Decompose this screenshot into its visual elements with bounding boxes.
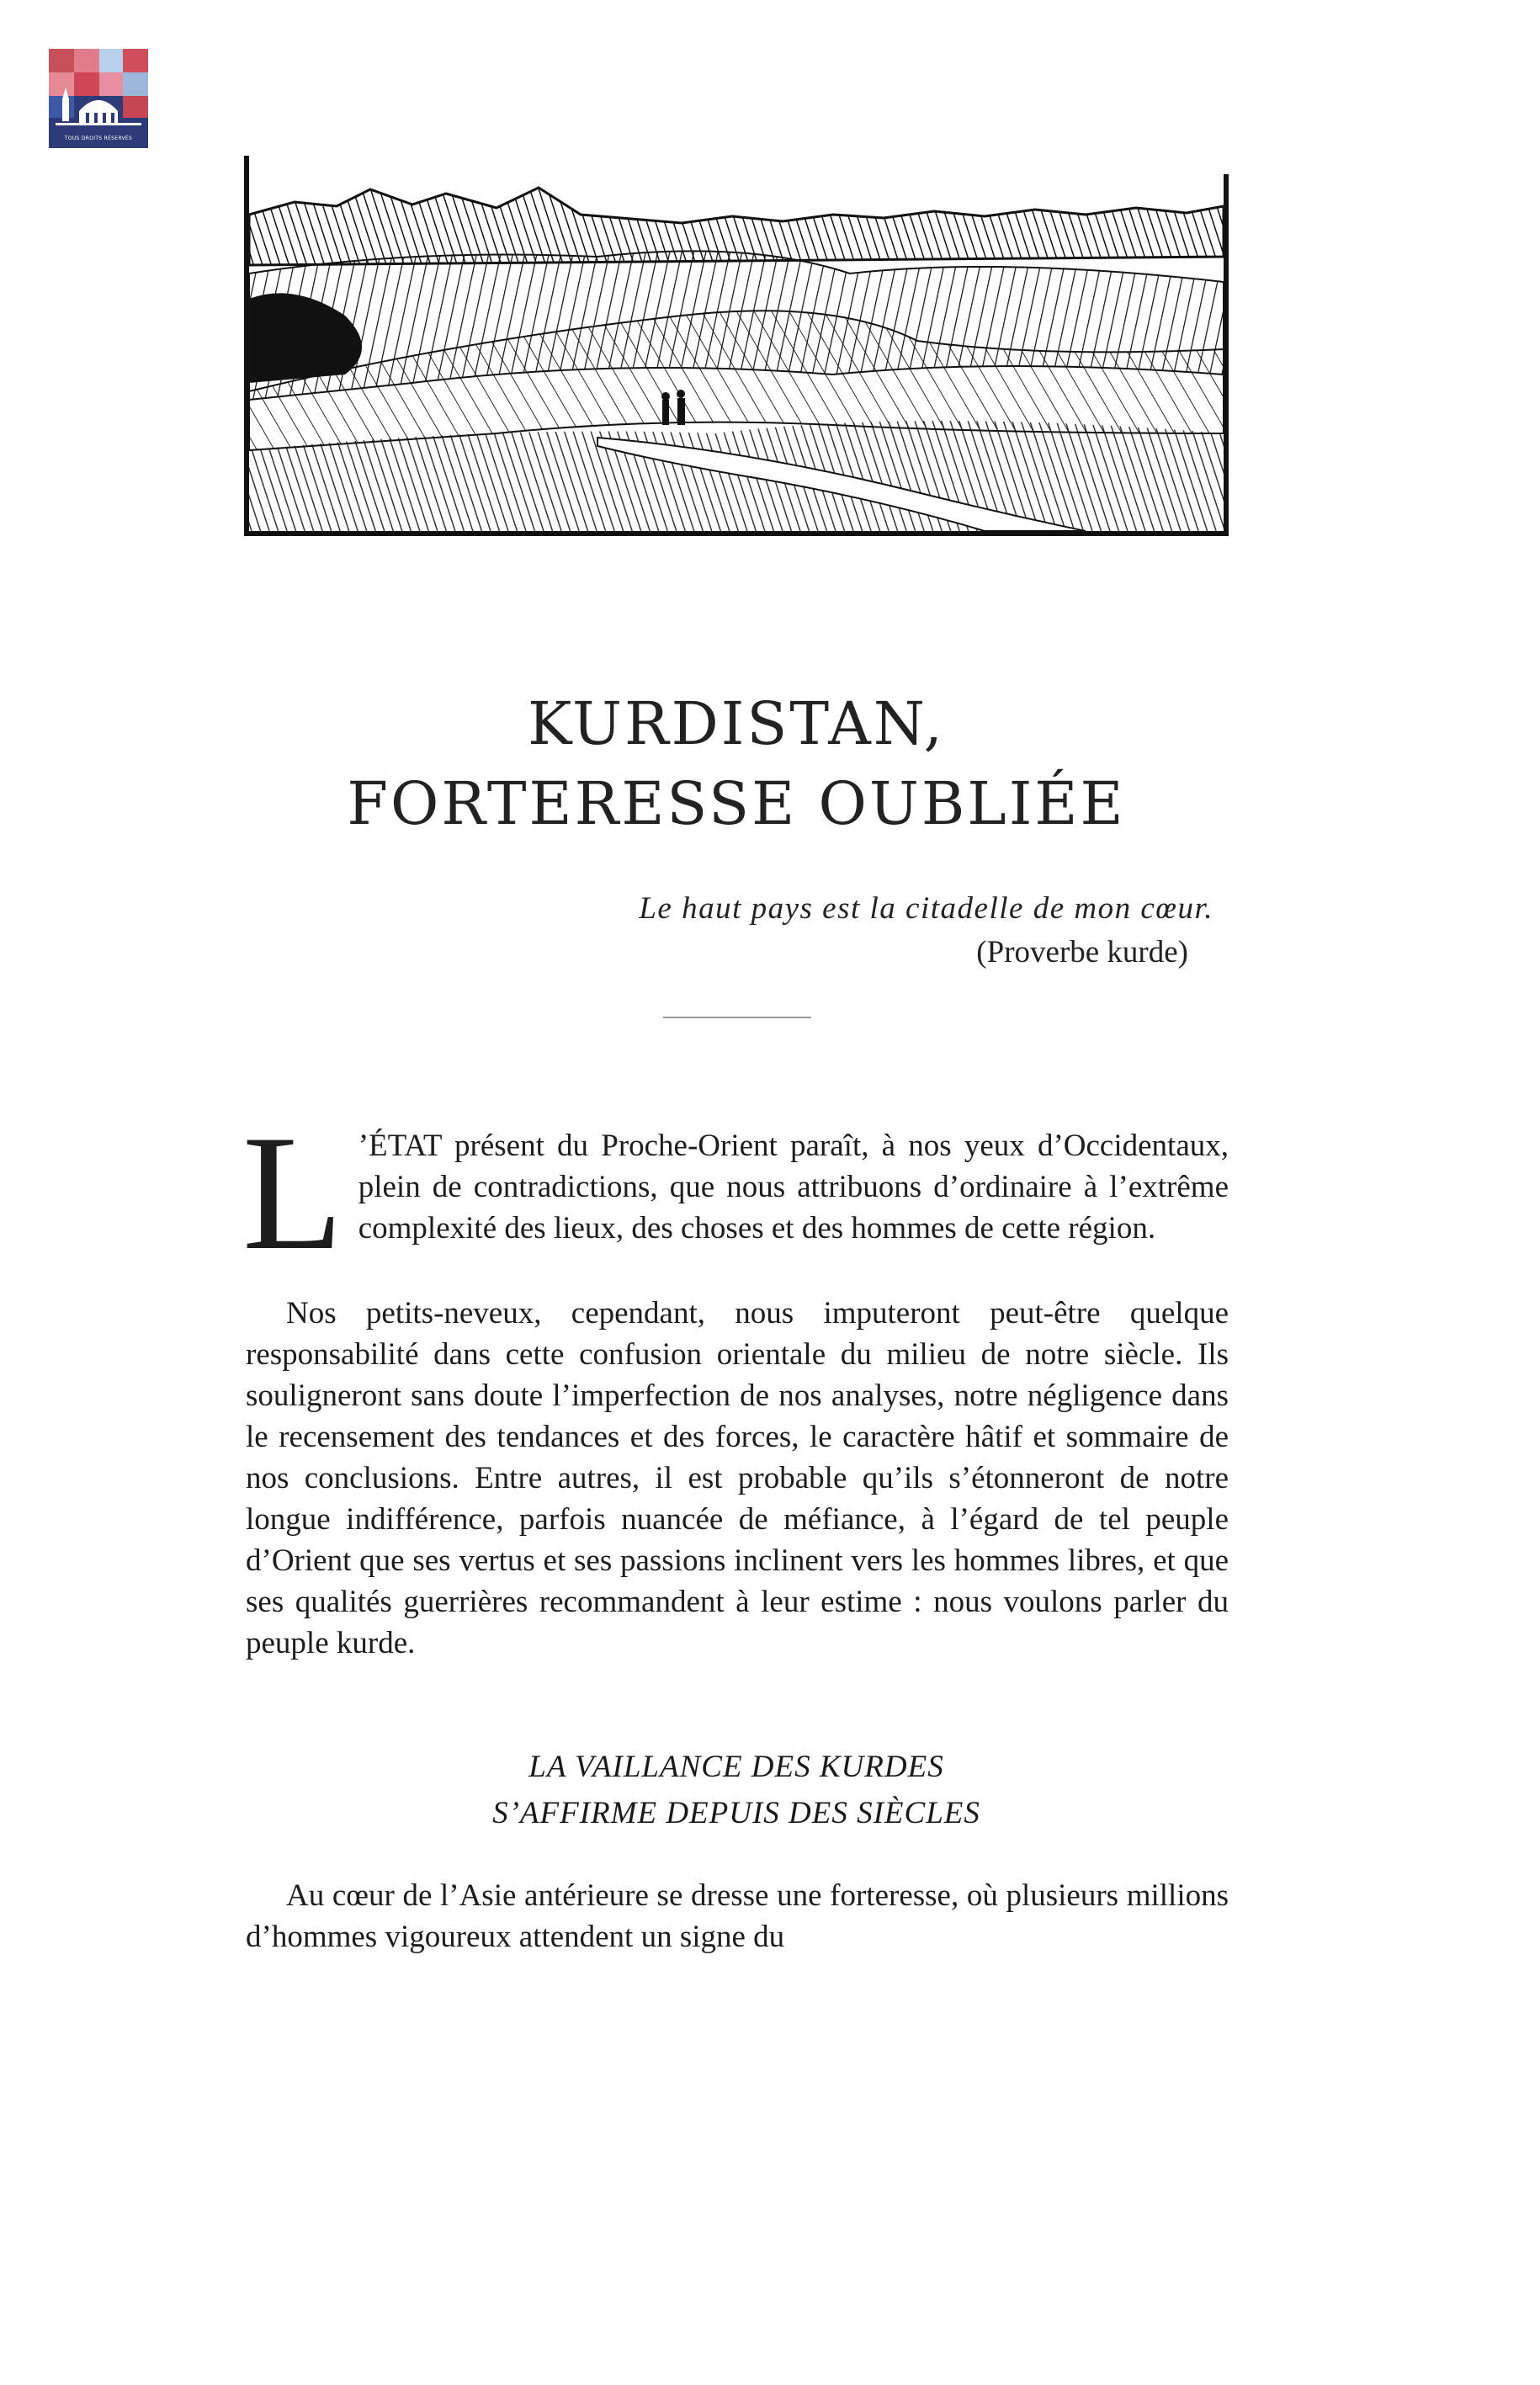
library-logo <box>49 49 148 148</box>
paragraph-2: Nos petits-neveux, cependant, nous imputeront peut-être quelque responsabilité dans cette confusion orientale du milieu de notre siècle. Ils souligneront sans doute l’imperfection de nos analyses, notre négligence dans le recensement des tendances et des forces, le caractère hâtif et sommaire de nos conclusions. Entre autres, il est probable qu’ils s’étonneront de notre longue indifférence, parfois nuancée de méfiance, à l’égard de tel peuple d’Orient que ses vertus et ses passions inclinent vers les hommes libres, et que ses qualités guerrières recommandent à leur estime : nous voulons parler du peuple kurde. <box>246 1296 1229 1660</box>
library-dome-logo-icon <box>49 49 148 148</box>
epigraph-quote: Le haut pays est la citadelle de mon cœur. <box>639 891 1213 926</box>
chapter-title-line-1: KURDISTAN, <box>528 689 945 758</box>
mountain-landscape-engraving-icon <box>244 156 1229 536</box>
epigraph-source: (Proverbe kurde) <box>976 935 1188 969</box>
subheading-line-1: LA VAILLANCE DES KURDES <box>528 1750 944 1784</box>
paragraph-3: Au cœur de l’Asie antérieure se dresse une forteresse, où plusieurs millions d’hommes vigoureux attendent un signe du <box>246 1878 1229 1954</box>
subheading-line-2: S’AFFIRME DEPUIS DES SIÈCLES <box>492 1796 980 1830</box>
section-divider <box>663 1017 811 1018</box>
drop-cap: L <box>242 1102 343 1284</box>
chapter-title-line-2: FORTERESSE OUBLIÉE <box>347 769 1126 838</box>
logo-caption: TOUS DROITS RÉSERVÉS <box>64 135 133 141</box>
paragraph-1-text: ’ÉTAT présent du Proche-Orient paraît, à nos yeux d’Occidentaux, plein de contradictions, que nous attribuons d’ordinaire à l’extrême complexité des lieux, des choses et des hommes de cette région. <box>358 1129 1229 1246</box>
landscape-illustration <box>244 156 1229 536</box>
paragraph-1 <box>242 1102 1229 1284</box>
